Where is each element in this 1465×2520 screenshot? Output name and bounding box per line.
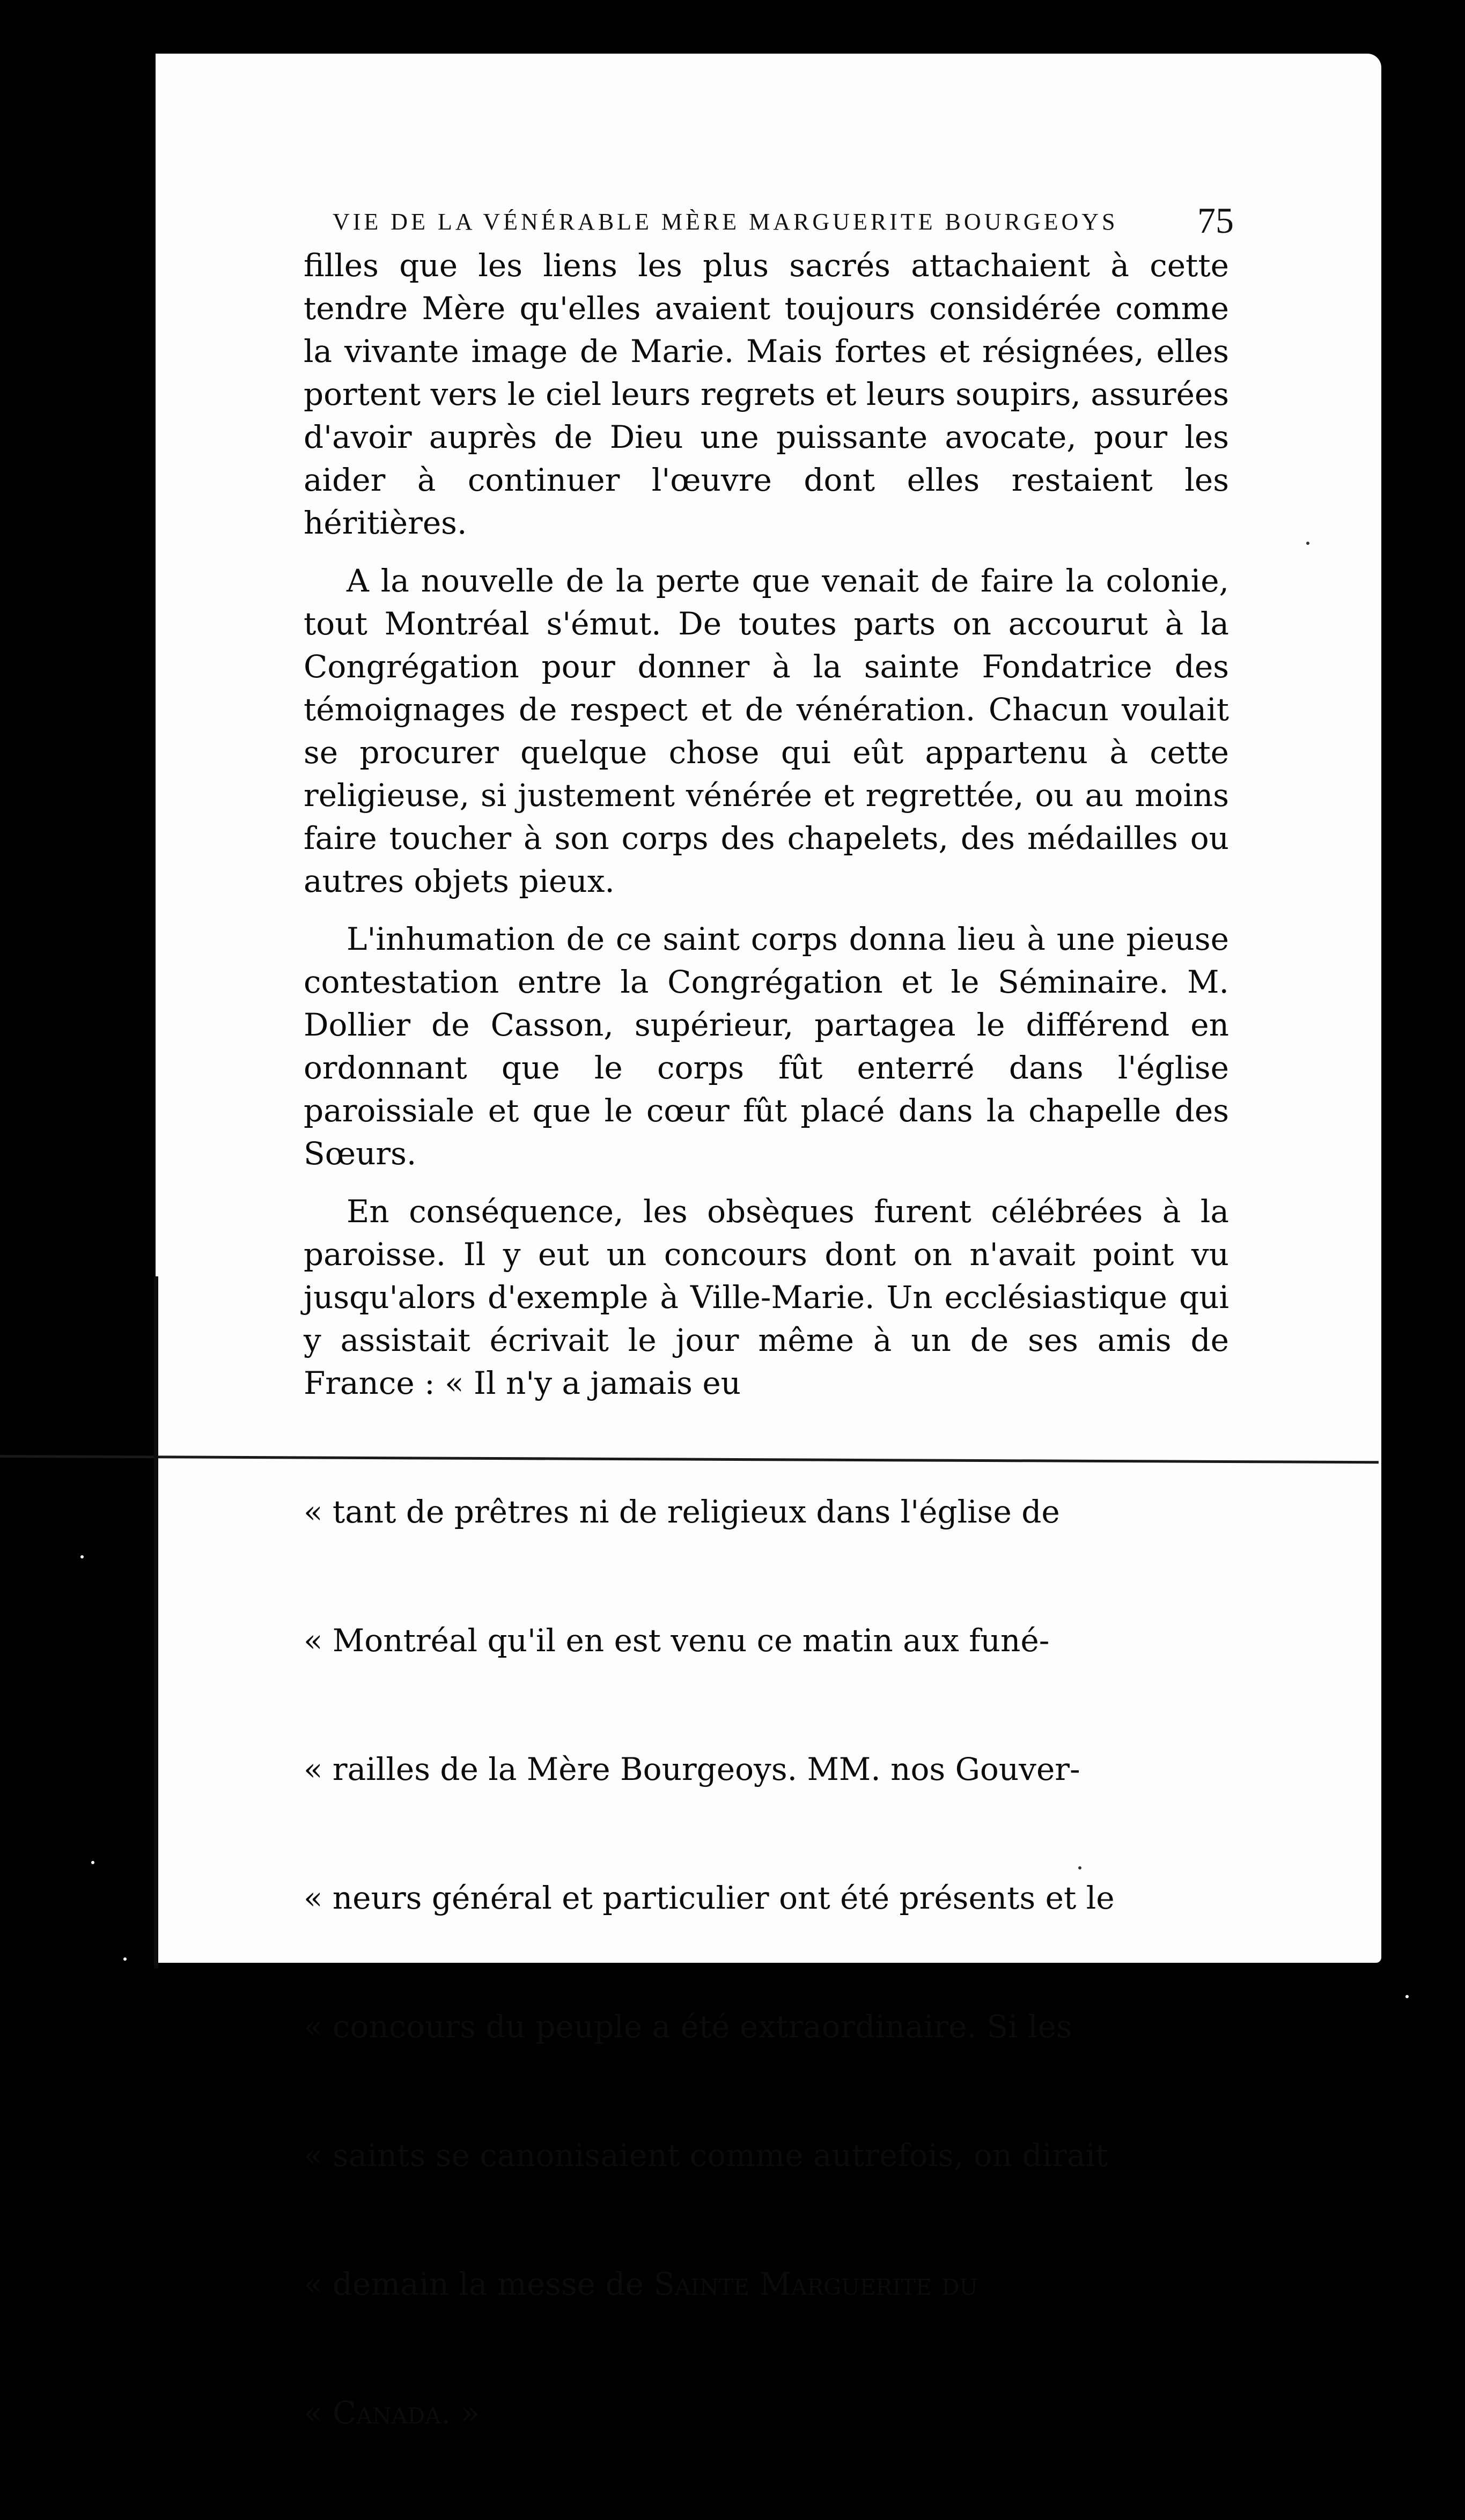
paragraph-4 (304, 1190, 1229, 1405)
quote-line (304, 2391, 1229, 2434)
quote-line: « Montréal qu'il en est venu ce matin aux funé- (304, 1622, 1050, 1659)
quote-line (304, 2263, 1229, 2305)
scan-speck (1405, 1995, 1409, 1998)
paragraph-4-intro: En conséquence, les obsèques furent célébrées à la paroisse. Il y eut un concours dont on n'avait point vu jusqu'alors d'exemple à Ville-Marie. Un ecclésiastique qui y assistait écrivait le jour même à un de ses amis de France : « Il n'y a jamais eu (304, 1193, 1229, 1401)
page-edge-line (154, 1276, 158, 1968)
page-number: 75 (1197, 200, 1234, 241)
country-name: Canada (332, 2395, 441, 2431)
quote-line: « neurs général et particulier ont été présents et le (304, 1880, 1115, 1916)
quote-line: « concours du peuple a été extraordinaire. Si les (304, 2008, 1072, 2045)
quote-line: « tant de prêtres ni de religieux dans l'église de (304, 1494, 1060, 1530)
running-header: VIE DE LA VÉNÉRABLE MÈRE MARGUERITE BOURGEOYS (333, 209, 1118, 235)
paragraph-1: filles que les liens les plus sacrés attachaient à cette tendre Mère qu'elles avaient toujours considérée comme la vivante image de Marie. Mais fortes et résignées, elles portent vers le ciel leurs regrets et leurs soupirs, assurées d'avoir auprès de Dieu une puissante avocate, pour les aider à continuer l'œuvre dont elles restaient les héritières. (304, 247, 1229, 541)
scan-speck (80, 1555, 84, 1558)
quote-open: « (304, 2395, 333, 2431)
quote-line: « saints se canonisaient comme autrefois, on dirait (304, 2137, 1108, 2174)
quote-line-text: « demain la messe de (304, 2266, 654, 2302)
page-body (304, 244, 1229, 2520)
paragraph-3: L'inhumation de ce saint corps donna lieu à une pieuse contestation entre la Congrégation et le Séminaire. M. Dollier de Casson, supérieur, partagea le différend en ordonnant que le corps fût enterré dans l'église paroissiale et que le cœur fût placé dans la chapelle des Sœurs. (304, 921, 1229, 1172)
letter-quote (304, 1405, 1229, 2520)
quote-close: . » (440, 2395, 480, 2431)
paragraph-2: A la nouvelle de la perte que venait de faire la colonie, tout Montréal s'émut. De toutes parts on accourut à la Congrégation pour donner à la sainte Fondatrice des témoignages de respect et de vénération. Chacun voulait se procurer quelque chose qui eût appartenu à cette religieuse, si justement vénérée et regrettée, ou au moins faire toucher à son corps des chapelets, des médailles ou autres objets pieux. (304, 563, 1229, 899)
scan-speck (91, 1861, 94, 1864)
saint-name: Sainte Marguerite du (653, 2266, 978, 2302)
scan-speck (1078, 1866, 1081, 1869)
scan-speck (1306, 542, 1309, 545)
scan-speck (123, 1957, 127, 1961)
quote-line: « railles de la Mère Bourgeoys. MM. nos Gouver- (304, 1751, 1080, 1787)
